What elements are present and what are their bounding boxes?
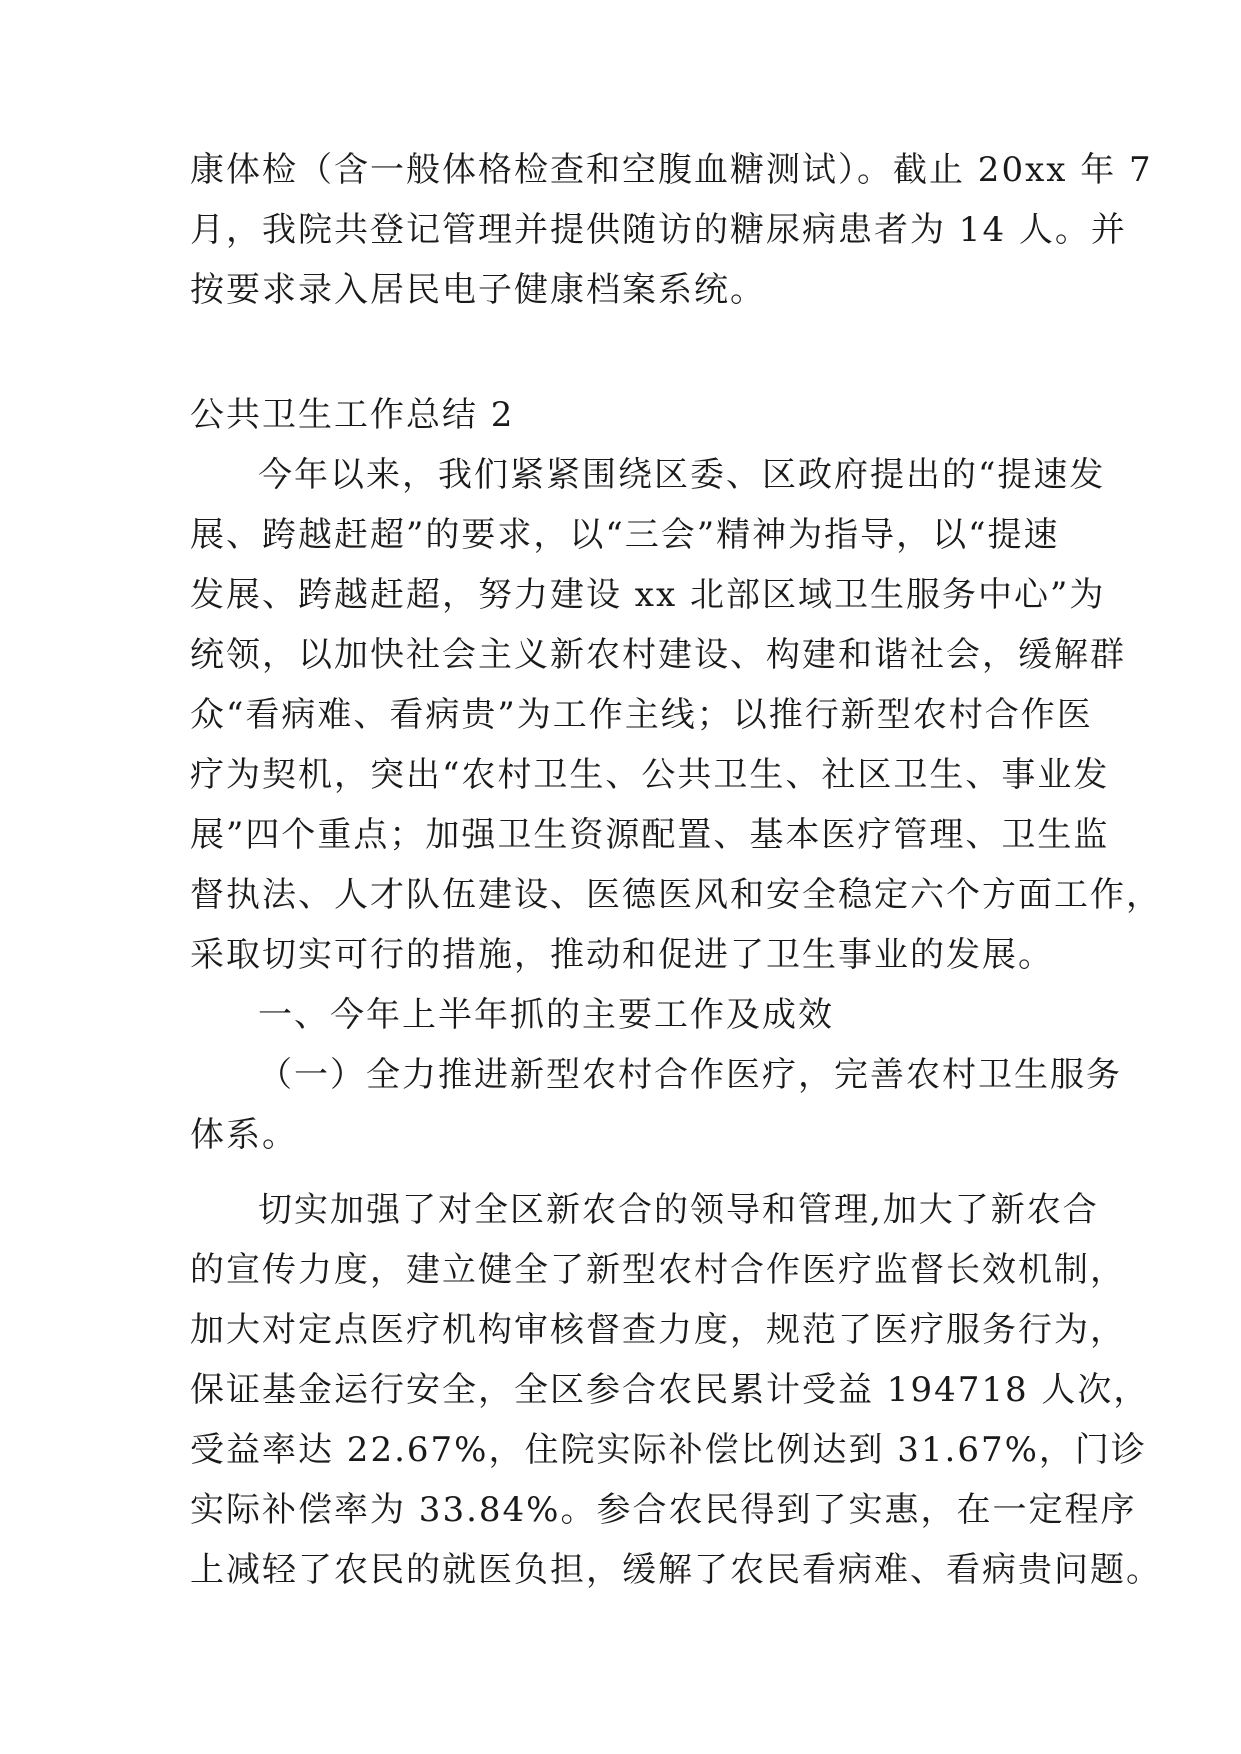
paragraph-line: 发展、跨越赶超，努力建设 xx 北部区域卫生服务中心”为 <box>190 575 1106 615</box>
paragraph-line: 今年以来，我们紧紧围绕区委、区政府提出的“提速发 <box>258 455 1106 495</box>
text-line: 康体检（含一般体格检查和空腹血糖测试）。截止 20xx 年 7 <box>190 150 1153 190</box>
subheading: （一）全力推进新型农村合作医疗，完善农村卫生服务 <box>258 1055 1122 1095</box>
paragraph-line: 受益率达 22.67%，住院实际补偿比例达到 31.67%，门诊 <box>190 1430 1147 1470</box>
subheading: 体系。 <box>190 1115 298 1155</box>
paragraph-line: 上减轻了农民的就医负担，缓解了农民看病难、看病贵问题。 <box>190 1550 1162 1590</box>
paragraph-line: 疗为契机，突出“农村卫生、公共卫生、社区卫生、事业发 <box>190 755 1110 795</box>
paragraph-line: 众“看病难、看病贵”为工作主线；以推行新型农村合作医 <box>190 695 1093 735</box>
paragraph-line: 的宣传力度，建立健全了新型农村合作医疗监督长效机制， <box>190 1250 1126 1290</box>
text-line: 按要求录入居民电子健康档案系统。 <box>190 270 766 310</box>
paragraph-line: 督执法、人才队伍建设、医德医风和安全稳定六个方面工作， <box>190 875 1162 915</box>
paragraph-line: 加大对定点医疗机构审核督查力度，规范了医疗服务行为， <box>190 1310 1126 1350</box>
paragraph-line: 采取切实可行的措施，推动和促进了卫生事业的发展。 <box>190 935 1054 975</box>
subheading: 一、今年上半年抓的主要工作及成效 <box>258 995 834 1035</box>
paragraph-line: 展、跨越赶超”的要求，以“三会”精神为指导，以“提速 <box>190 515 1060 555</box>
paragraph-line: 切实加强了对全区新农合的领导和管理,加大了新农合 <box>258 1190 1099 1230</box>
paragraph-line: 统领，以加快社会主义新农村建设、构建和谐社会，缓解群 <box>190 635 1126 675</box>
paragraph-line: 展”四个重点；加强卫生资源配置、基本医疗管理、卫生监 <box>190 815 1110 855</box>
section-heading: 公共卫生工作总结 2 <box>190 395 515 435</box>
paragraph-line: 实际补偿率为 33.84%。参合农民得到了实惠，在一定程序 <box>190 1490 1137 1530</box>
text-line: 月，我院共登记管理并提供随访的糖尿病患者为 14 人。并 <box>190 210 1127 250</box>
paragraph-line: 保证基金运行安全，全区参合农民累计受益 194718 人次， <box>190 1370 1150 1410</box>
